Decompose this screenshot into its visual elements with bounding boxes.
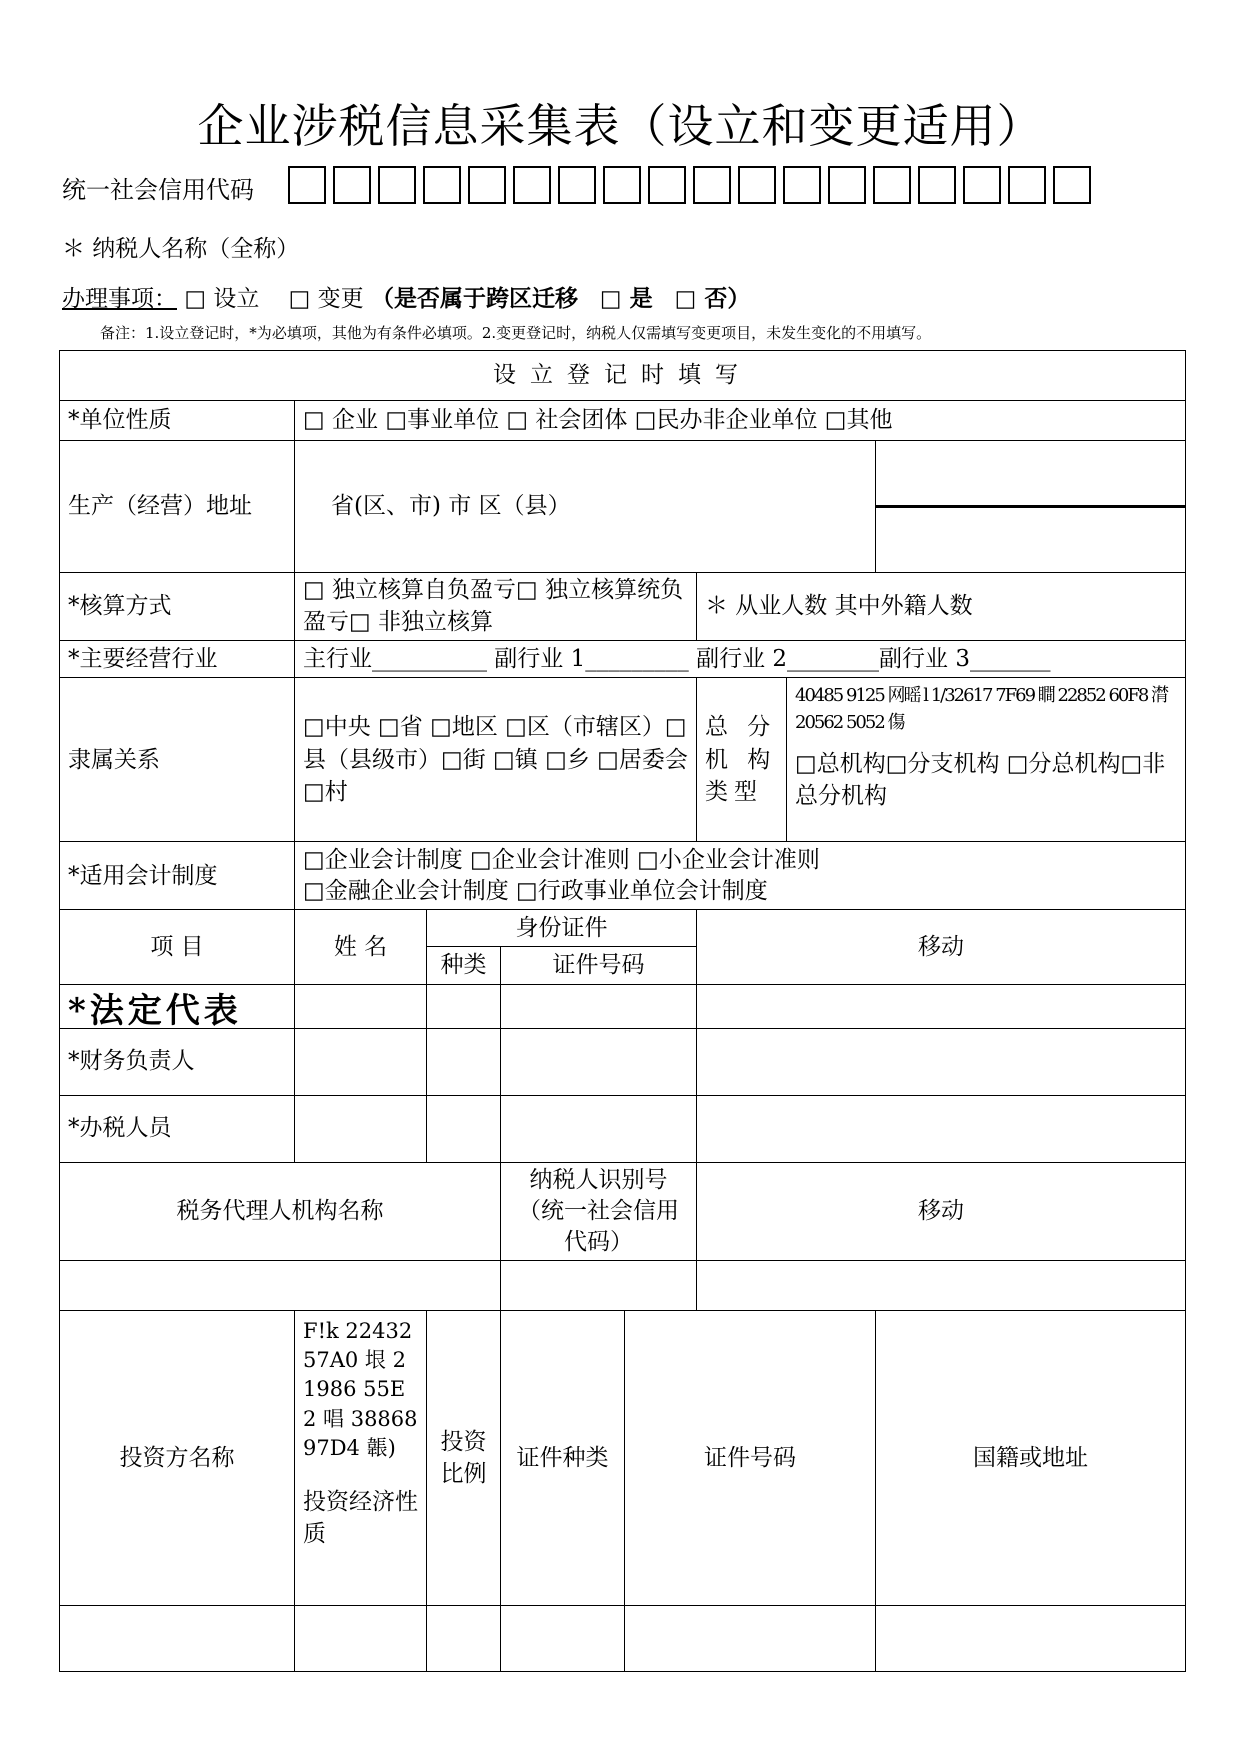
accounting-label: *核算方式 (60, 573, 295, 641)
taxpayer-name-label: ＊ 纳税人名称（全称） (62, 236, 300, 262)
industry-field[interactable]: 主行业__________ 副行业 1_________ 副行业 2________副行业 3_______ (295, 641, 1186, 678)
investor-ratio-field[interactable] (427, 1605, 501, 1671)
address-label: 生产（经营）地址 (60, 441, 295, 573)
code-digit-box[interactable] (423, 166, 461, 204)
legal-rep-name[interactable] (295, 984, 427, 1028)
col-name: 姓 名 (295, 910, 427, 984)
col-id-type: 种类 (427, 947, 501, 984)
cross-region-label: （是否属于跨区迁移 (370, 285, 578, 312)
change-checkbox[interactable]: □ 变更 (288, 286, 364, 312)
branch-type-cell (787, 678, 1186, 842)
investor-econ-header: 投资经济性质 (303, 1488, 418, 1547)
finance-head-label: *财务负责人 (60, 1028, 295, 1095)
legal-rep-id-number[interactable] (501, 984, 697, 1028)
agent-tin-field[interactable] (501, 1260, 697, 1310)
code-digit-box[interactable] (693, 166, 731, 204)
code-digit-box[interactable] (513, 166, 551, 204)
investor-econ-field[interactable] (295, 1605, 427, 1671)
code-digit-box[interactable] (288, 166, 326, 204)
acct-system-label: *适用会计制度 (60, 842, 295, 910)
finance-head-name[interactable] (295, 1028, 427, 1095)
investor-ratio-header: 投资比例 (427, 1310, 501, 1605)
branch-type-options[interactable]: □总机构□分支机构 □分总机构□非总分机构 (795, 751, 1166, 810)
col-id-number: 证件号码 (501, 947, 697, 984)
investor-econ-cell (295, 1310, 427, 1605)
investor-name-header: 投资方名称 (60, 1310, 295, 1605)
tax-officer-id-number[interactable] (501, 1095, 697, 1162)
investor-id-type-header: 证件种类 (501, 1310, 625, 1605)
credit-code-boxes[interactable] (288, 166, 1098, 204)
investor-nationality-header: 国籍或地址 (876, 1310, 1186, 1605)
cross-region-no[interactable]: □ 否） (674, 285, 751, 312)
agent-mobile-field[interactable] (697, 1260, 1186, 1310)
agent-tin-header: 纳税人识别号（统一社会信用代码） (501, 1162, 697, 1260)
code-digit-box[interactable] (918, 166, 956, 204)
garbled-text: 40485 9125 网暚 l 1/32617 7F69 瞷 22852 60F8 潸 20562 5052 傷 (795, 685, 1168, 734)
legal-rep-label: *法定代表 (60, 984, 295, 1028)
investor-name-field[interactable] (60, 1605, 295, 1671)
agent-name-header: 税务代理人机构名称 (60, 1162, 501, 1260)
code-digit-box[interactable] (603, 166, 641, 204)
investor-id-type-field[interactable] (501, 1605, 625, 1671)
tax-officer-label: *办税人员 (60, 1095, 295, 1162)
agent-mobile-header: 移动 (697, 1162, 1186, 1260)
legal-rep-id-type[interactable] (427, 984, 501, 1028)
branch-type-label: 总 分 机 构 类型 (697, 678, 787, 842)
establish-checkbox[interactable]: □ 设立 (184, 286, 260, 312)
affiliation-label: 隶属关系 (60, 678, 295, 842)
acct-system-options[interactable] (295, 842, 1186, 910)
code-digit-box[interactable] (963, 166, 1001, 204)
code-digit-box[interactable] (558, 166, 596, 204)
form-note: 备注：1.设立登记时，*为必填项，其他为有条件必填项。2.变更登记时，纳税人仅需填写变更项目，未发生变化的不用填写。 (100, 324, 932, 342)
col-id-doc: 身份证件 (427, 910, 697, 947)
finance-head-mobile[interactable] (697, 1028, 1186, 1095)
tax-officer-mobile[interactable] (697, 1095, 1186, 1162)
code-digit-box[interactable] (378, 166, 416, 204)
tax-officer-id-type[interactable] (427, 1095, 501, 1162)
code-digit-box[interactable] (648, 166, 686, 204)
code-digit-box[interactable] (468, 166, 506, 204)
industry-label: *主要经营行业 (60, 641, 295, 678)
investor-nationality-field[interactable] (876, 1605, 1186, 1671)
col-item: 项 目 (60, 910, 295, 984)
garbled-text: F!k 22432 57A0 垠 21986 55E2 唱 38868 97D4 韔) (303, 1318, 418, 1461)
agent-name-field[interactable] (60, 1260, 501, 1310)
section-header: 设立登记时填写 (60, 351, 1186, 401)
code-digit-box[interactable] (873, 166, 911, 204)
legal-rep-mobile[interactable] (697, 984, 1186, 1028)
cross-region-yes[interactable]: □ 是 (599, 285, 653, 312)
col-mobile: 移动 (697, 910, 1186, 984)
code-digit-box[interactable] (783, 166, 821, 204)
investor-id-number-field[interactable] (625, 1605, 876, 1671)
accounting-options[interactable]: □ 独立核算自负盈亏□ 独立核算统负盈亏□ 非独立核算 (295, 573, 697, 641)
credit-code-label: 统一社会信用代码 (62, 176, 254, 204)
finance-head-id-number[interactable] (501, 1028, 697, 1095)
address-field[interactable]: 省(区、市) 市 区（县） (295, 441, 876, 573)
code-digit-box[interactable] (1053, 166, 1091, 204)
affiliation-options[interactable]: □中央 □省 □地区 □区（市辖区）□县（县级市）□街 □镇 □乡 □居委会 □村 (295, 678, 697, 842)
form-title: 企业涉税信息采集表（设立和变更适用） (197, 99, 1044, 153)
code-digit-box[interactable] (333, 166, 371, 204)
registration-table (59, 350, 1186, 1672)
unit-nature-label: *单位性质 (60, 401, 295, 441)
address-extra-grid (876, 441, 1186, 573)
finance-head-id-type[interactable] (427, 1028, 501, 1095)
code-digit-box[interactable] (1008, 166, 1046, 204)
acct-system-line1[interactable]: □企业会计制度 □企业会计准则 □小企业会计准则 (303, 846, 820, 873)
unit-nature-options[interactable]: □ 企业 □事业单位 □ 社会团体 □民办非企业单位 □其他 (295, 401, 1186, 441)
tax-officer-name[interactable] (295, 1095, 427, 1162)
employees-count-label[interactable]: ＊ 从业人数 其中外籍人数 (697, 573, 1186, 641)
handle-matters-row (62, 280, 750, 313)
investor-id-number-header: 证件号码 (625, 1310, 876, 1605)
handle-matters-label: 办理事项： (62, 286, 177, 312)
code-digit-box[interactable] (738, 166, 776, 204)
code-digit-box[interactable] (828, 166, 866, 204)
acct-system-line2[interactable]: □金融企业会计制度 □行政事业单位会计制度 (303, 877, 768, 904)
